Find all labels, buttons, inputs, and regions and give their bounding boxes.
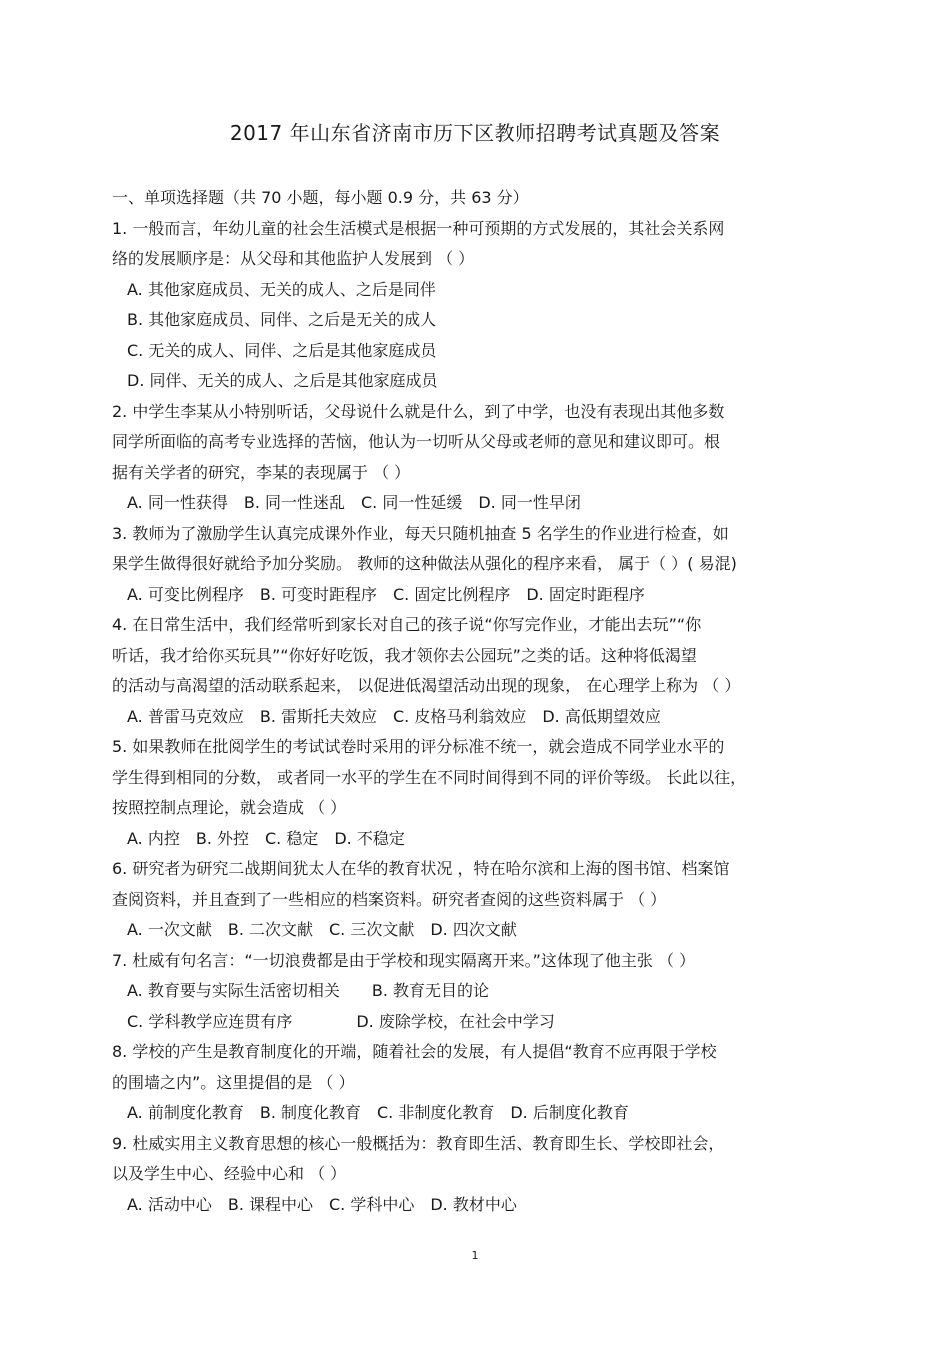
question-line: 2. 中学生李某从小特别听话，父母说什么就是什么，到了中学，也没有表现出其他多数	[112, 401, 725, 421]
option-line: C. 无关的成人、同伴、之后是其他家庭成员	[127, 340, 437, 360]
question-line: 学生得到相同的分数， 或者同一水平的学生在不同时间得到不同的评价等级。 长此以往，	[112, 767, 747, 787]
document-title: 2017 年山东省济南市历下区教师招聘考试真题及答案	[229, 121, 721, 145]
question-line: 8. 学校的产生是教育制度化的开端，随着社会的发展，有人提倡“教育不应再限于学校	[112, 1042, 717, 1061]
question-line: 1. 一般而言，年幼儿童的社会生活模式是根据一种可预期的方式发展的，其社会关系网	[112, 218, 725, 238]
option-line: A. 教育要与实际生活密切相关 B. 教育无目的论	[127, 981, 489, 1000]
option-line: A. 可变比例程序 B. 可变时距程序 C. 固定比例程序 D. 固定时距程序	[127, 584, 645, 604]
option-line: A. 同一性获得 B. 同一性迷乱 C. 同一性延缓 D. 同一性早闭	[127, 493, 581, 512]
question-line: 4. 在日常生活中，我们经常听到家长对自己的孩子说“你写完作业，才能出去玩”“你	[112, 615, 702, 634]
option-line: A. 普雷马克效应 B. 雷斯托夫效应 C. 皮格马利翁效应 D. 高低期望效应	[127, 706, 661, 726]
question-line: 以及学生中心、经验中心和 （ ）	[112, 1164, 347, 1183]
option-line: B. 其他家庭成员、同伴、之后是无关的成人	[127, 310, 437, 329]
option-line: C. 学科教学应连贯有序 D. 废除学校，在社会中学习	[127, 1011, 555, 1031]
question-line: 9. 杜威实用主义教育思想的核心一般概括为：教育即生活、教育即生长、学校即社会，	[112, 1133, 725, 1153]
question-line: 络的发展顺序是：从父母和其他监护人发展到 （ ）	[112, 249, 475, 268]
question-line: 7. 杜威有句名言：“一切浪费都是由于学校和现实隔离开来。”这体现了他主张 （ ）	[112, 950, 696, 970]
page-number: 1	[471, 1249, 479, 1262]
option-line: A. 一次文献 B. 二次文献 C. 三次文献 D. 四次文献	[127, 920, 517, 939]
question-line: 听话，我才给你买玩具”“你好好吃饭，我才领你去公园玩”之类的话。这种将低渴望	[112, 645, 697, 665]
question-content	[112, 183, 842, 1220]
question-line: 6. 研究者为研究二战期间犹太人在华的教育状况 ，特在哈尔滨和上海的图书馆、档案馆	[112, 859, 730, 878]
question-line: 的围墙之内”。这里提倡的是 （ ）	[112, 1072, 355, 1092]
option-line: D. 同伴、无关的成人、之后是其他家庭成员	[127, 371, 438, 390]
question-line: 果学生做得很好就给予加分奖励。 教师的这种做法从强化的程序来看， 属于（ ）( 易混)	[112, 554, 737, 573]
question-line: 按照控制点理论，就会造成 （ ）	[112, 798, 347, 817]
section-header: 一、单项选择题（共 70 小题，每小题 0.9 分，共 63 分）	[112, 188, 529, 207]
question-line: 查阅资料，并且查到了一些相应的档案资料。研究者查阅的这些资料属于 （ ）	[112, 889, 667, 909]
question-line: 3. 教师为了激励学生认真完成课外作业，每天只随机抽查 5 名学生的作业进行检查，如	[112, 523, 729, 543]
option-line: A. 其他家庭成员、无关的成人、之后是同伴	[127, 279, 436, 299]
question-line: 同学所面临的高考专业选择的苦恼，他认为一切听从父母或老师的意见和建议即可。根	[112, 432, 721, 451]
question-line: 5. 如果教师在批阅学生的考试试卷时采用的评分标准不统一，就会造成不同学业水平的	[112, 737, 725, 756]
question-line: 据有关学者的研究，李某的表现属于 （ ）	[112, 462, 411, 482]
option-line: A. 内控 B. 外控 C. 稳定 D. 不稳定	[127, 828, 405, 848]
option-line: A. 前制度化教育 B. 制度化教育 C. 非制度化教育 D. 后制度化教育	[127, 1103, 629, 1122]
option-line: A. 活动中心 B. 课程中心 C. 学科中心 D. 教材中心	[127, 1194, 517, 1214]
question-line: 的活动与高渴望的活动联系起来， 以促进低渴望活动出现的现象， 在心理学上称为 （ ）	[112, 676, 741, 695]
